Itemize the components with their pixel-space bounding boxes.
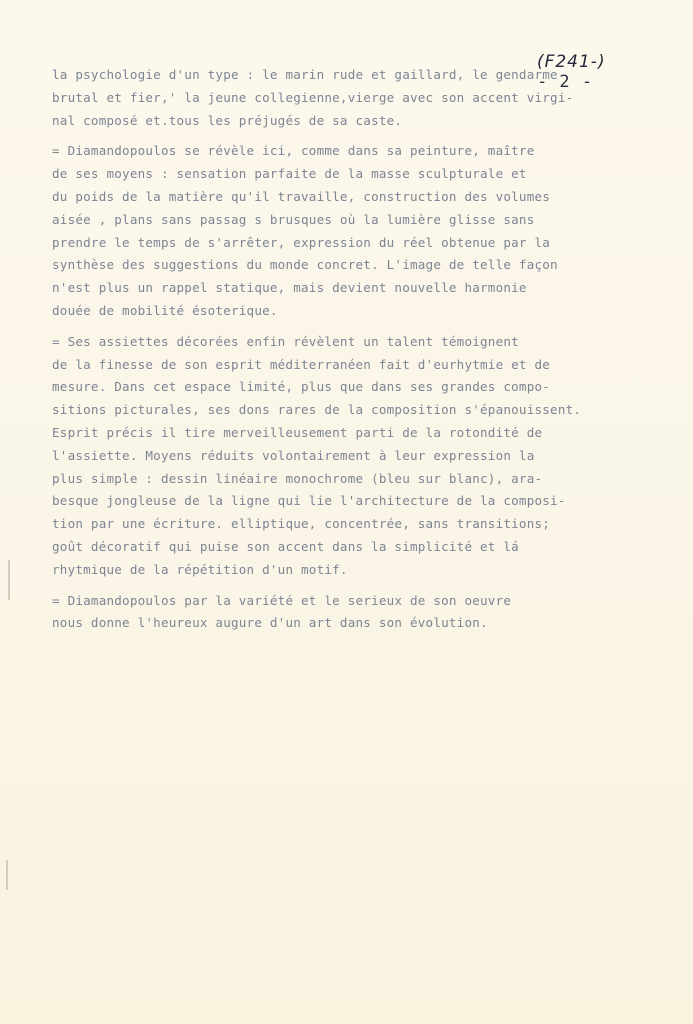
paragraph-1 xyxy=(52,64,684,132)
text-line: l'assiette. Moyens réduits volontairement à leur expression la xyxy=(52,447,535,463)
text-line: = Diamandopoulos par la variété et le serieux de son oeuvre xyxy=(52,592,512,608)
text-line: sitions picturales, ses dons rares de la composition s'épanouissent. xyxy=(52,402,582,418)
text-line: Esprit précis il tire merveilleusement parti de la rotondité de xyxy=(52,424,543,440)
text-line: nal composé et.tous les préjugés de sa caste. xyxy=(52,112,403,128)
text-line: brutal et fier,' la jeune collegienne,vierge avec son accent virgi- xyxy=(52,89,574,105)
text-line: goût décoratif qui puise son accent dans la simplicité et lá xyxy=(52,538,519,554)
text-line: de ses moyens : sensation parfaite de la masse sculpturale et xyxy=(52,166,527,182)
text-line: n'est plus un rappel statique, mais devient nouvelle harmonie xyxy=(52,280,527,296)
text-line: besque jongleuse de la ligne qui lie l'architecture de la composi- xyxy=(52,493,566,509)
text-line: = Diamandopoulos se révèle ici, comme dans sa peinture, maître xyxy=(52,143,535,159)
text-line: rhytmique de la répétition d'un motif. xyxy=(52,561,348,577)
text-line: la psychologie d'un type : le marin rude et gaillard, le gendarme xyxy=(52,67,558,82)
text-line: nous donne l'heureux augure d'un art dans son évolution. xyxy=(52,615,488,631)
handwritten-reference: (F241-) xyxy=(536,52,606,72)
left-margin-mark-lower xyxy=(6,860,8,890)
paragraph-4 xyxy=(52,590,684,636)
text-line: douée de mobilité ésoterique. xyxy=(52,302,278,318)
text-line: aisée , plans sans passag s brusques où la lumière glisse sans xyxy=(52,211,535,227)
page-number: - 2 - xyxy=(536,72,594,92)
text-line: = Ses assiettes décorées enfin révèlent un talent témoignent xyxy=(52,333,519,349)
text-line: prendre le temps de s'arrêter, expression du réel obtenue par la xyxy=(52,234,551,250)
text-line: du poids de la matière qu'il travaille, construction des volumes xyxy=(52,188,551,204)
text-line: de la finesse de son esprit méditerranéen fait d'eurhytmie et de xyxy=(52,356,551,372)
paragraph-3 xyxy=(52,331,684,582)
body-text xyxy=(52,64,684,635)
left-margin-mark xyxy=(8,560,10,600)
text-line: mesure. Dans cet espace limité, plus que dans ses grandes compo- xyxy=(52,379,551,395)
text-line: tion par une écriture. elliptique, concentrée, sans transitions; xyxy=(52,516,551,532)
text-line: plus simple : dessin linéaire monochrome (bleu sur blanc), ara- xyxy=(52,470,543,486)
paragraph-2 xyxy=(52,140,684,322)
text-line: synthèse des suggestions du monde concret. L'image de telle façon xyxy=(52,257,558,273)
